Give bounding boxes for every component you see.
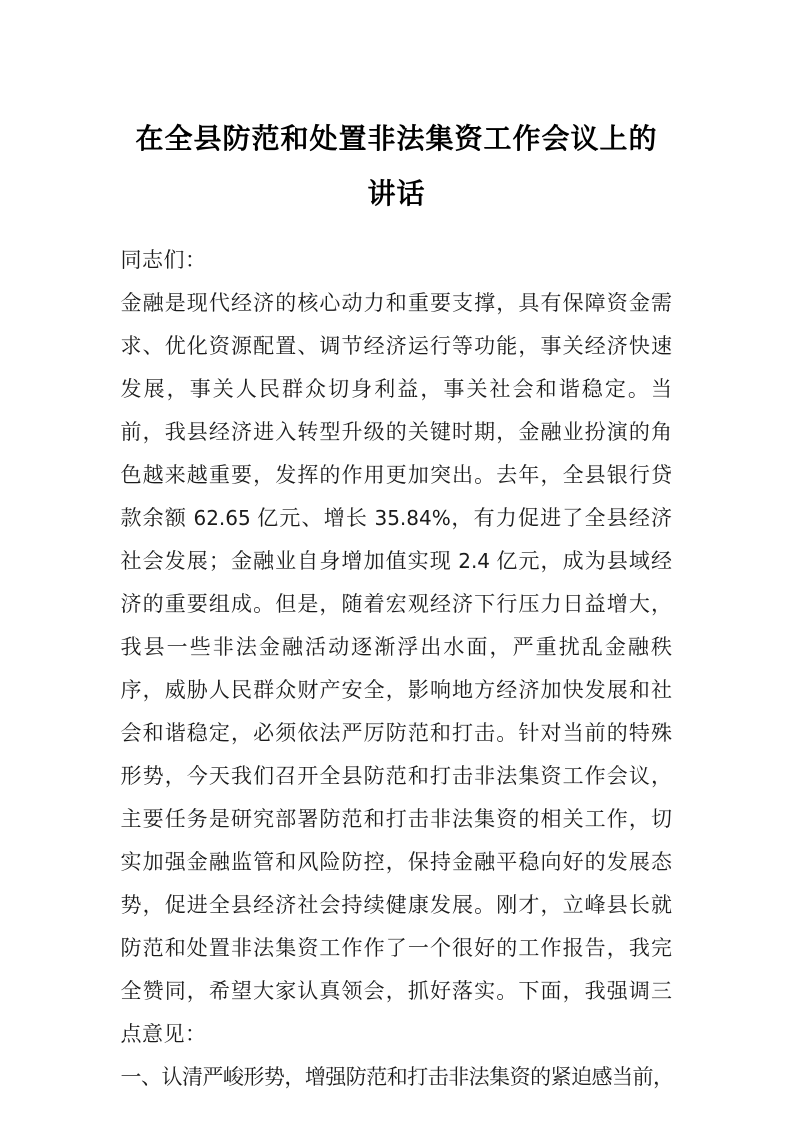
main-paragraph (121, 282, 673, 1056)
text-run: ，有力促进了全县经济社会发展；金融业自身增加值实现 (120, 506, 673, 573)
stat-loan-balance: 62.65 (193, 506, 251, 530)
stat-growth-rate: 35.84% (374, 506, 451, 530)
stat-added-value: 2.4 (458, 549, 491, 573)
section-heading-1: 一、认清严峻形势，增强防范和打击非法集资的紧迫感当前， (120, 1065, 673, 1089)
text-run: 金融是现代经济的核心动力和重要支撑，具有保障资金需求、优化资源配置、调节经济运行等功能，事关经济快速发展，事关人民群众切身利益，事关社会和谐稳定。当前，我县经济进入转型升级的关键时期，金融业扮演的角色越来越重要，发挥的作用更加突出。去年，全县银行贷款余额 (120, 291, 673, 530)
document-title: 在全县防范和处置非法集资工作会议上的讲话 (135, 124, 658, 210)
salutation: 同志们： (120, 248, 207, 272)
text-run: 亿元、增长 (250, 506, 375, 530)
text-run: 亿元，成为县域经济的重要组成。但是，随着宏观经济下行压力日益增大，我县一些非法金融活动逐渐浮出水面，严重扰乱金融秩序，威胁人民群众财产安全，影响地方经济加快发展和社会和谐稳定，必须依法严厉防范和打击。针对当前的特殊形势，今天我们召开全县防范和打击非法集资工作会议，主要任务是研究部署防范和打击非法集资的相关工作，切实加强金融监管和风险防控，保持金融平稳向好的发展态势，促进全县经济社会持续健康发展。刚才，立峰县长就防范和处置非法集资工作作了一个很好的工作报告，我完全赞同，希望大家认真领会，抓好落实。下面，我强调三点意见： (120, 549, 673, 1046)
document-body (121, 239, 673, 1099)
